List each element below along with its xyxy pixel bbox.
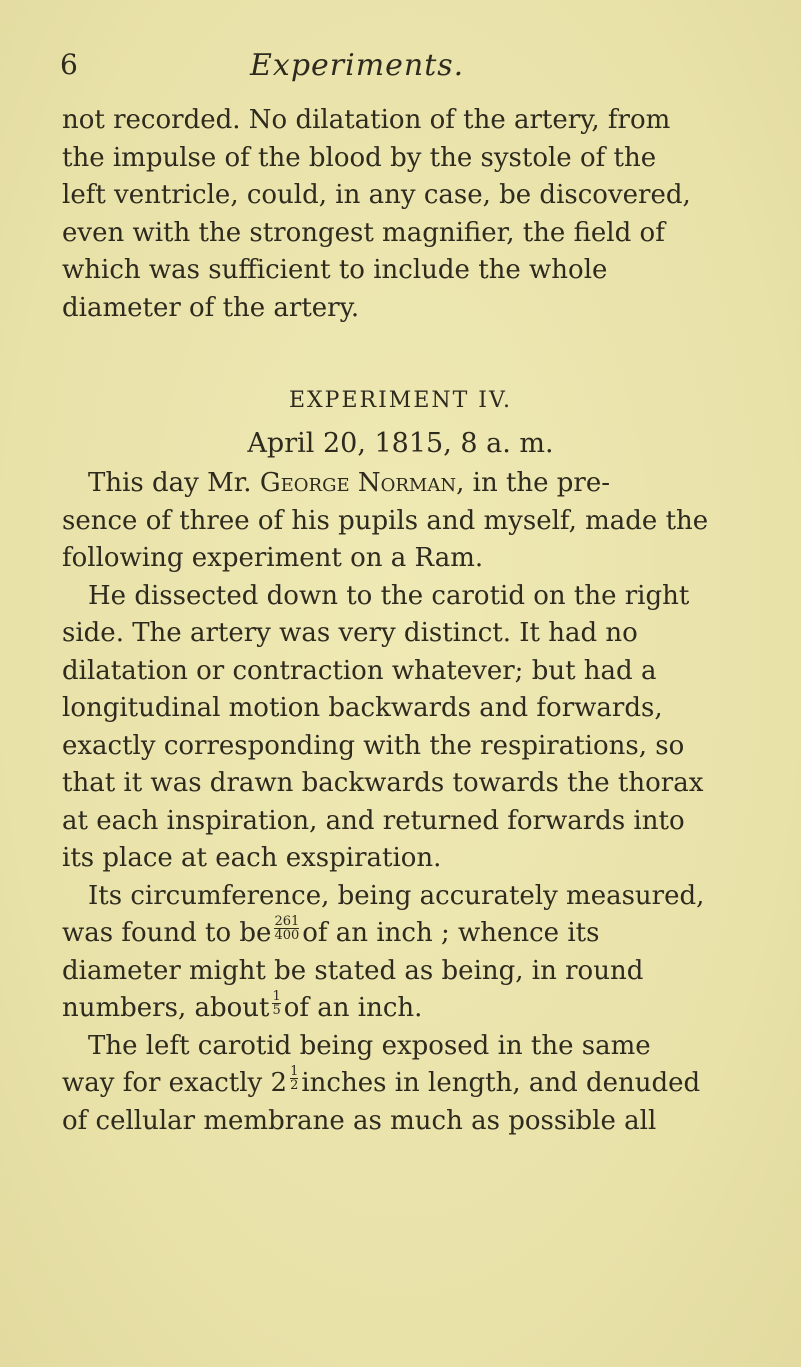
text-fragment: of an inch ; whence its: [302, 918, 600, 948]
text-fragment: This day Mr.: [88, 468, 252, 498]
text-line: which was sufficient to include the whole: [62, 255, 608, 285]
experiment-text: [62, 465, 752, 1140]
text-line: following experiment on a Ram.: [62, 543, 484, 573]
fraction-denominator: 400: [274, 928, 300, 943]
text-fragment: , in the pre-: [456, 468, 611, 498]
text-line: diameter of the artery.: [62, 292, 360, 323]
text-line: its place at each exspiration.: [62, 843, 442, 873]
fraction: [290, 1065, 298, 1103]
page-number: 6: [60, 48, 78, 81]
text-fragment: numbers, about: [62, 993, 270, 1023]
text-line: [62, 915, 752, 953]
text-fragment: of an inch.: [283, 993, 423, 1023]
paragraph-continuation: [62, 102, 752, 327]
text-fragment: way for exactly 2: [62, 1068, 288, 1098]
text-fragment: was found to be: [62, 918, 272, 948]
fraction-numerator: 1: [290, 1064, 299, 1079]
text-line: the impulse of the blood by the systole of the: [62, 142, 657, 173]
text-line: dilatation or contraction whatever; but had a: [62, 655, 657, 686]
fraction: [272, 990, 280, 1028]
fraction-numerator: 261: [274, 914, 300, 929]
page-header: [60, 48, 760, 88]
text-line: He dissected down to the carotid on the right: [88, 580, 690, 611]
text-line: diameter might be stated as being, in round: [62, 955, 644, 986]
text-line: [62, 465, 752, 503]
experiment-heading: EXPERIMENT IV.: [288, 388, 513, 413]
text-line: left ventricle, could, in any case, be discovered,: [62, 180, 691, 210]
text-line: The left carotid being exposed in the same: [88, 1030, 651, 1061]
text-line: Its circumference, being accurately measured,: [88, 880, 705, 911]
text-line: sence of three of his pupils and myself, made the: [62, 505, 709, 536]
text-line: exactly corresponding with the respirations, so: [62, 730, 685, 761]
fraction-denominator: 5: [272, 1003, 281, 1018]
experiment-dateline: April 20, 1815, 8 a. m.: [247, 428, 554, 459]
fraction-numerator: 1: [272, 989, 281, 1004]
text-line: longitudinal motion backwards and forwards,: [62, 693, 663, 723]
text-line: not recorded. No dilatation of the artery, from: [62, 105, 671, 135]
text-line: side. The artery was very distinct. It had no: [62, 618, 638, 648]
fraction-denominator: 2: [290, 1078, 299, 1093]
text-line: that it was drawn backwards towards the thorax: [62, 768, 704, 798]
text-line: at each inspiration, and returned forwards into: [62, 805, 685, 836]
text-line: [62, 990, 752, 1028]
fraction: [274, 915, 299, 953]
running-head: Experiments.: [250, 48, 465, 83]
person-name: George Norman: [259, 468, 457, 498]
text-line: of cellular membrane as much as possible all: [62, 1105, 657, 1136]
text-fragment: inches in length, and denuded: [301, 1068, 701, 1098]
text-line: even with the strongest magnifier, the field of: [62, 217, 665, 248]
text-line: [62, 1065, 752, 1103]
